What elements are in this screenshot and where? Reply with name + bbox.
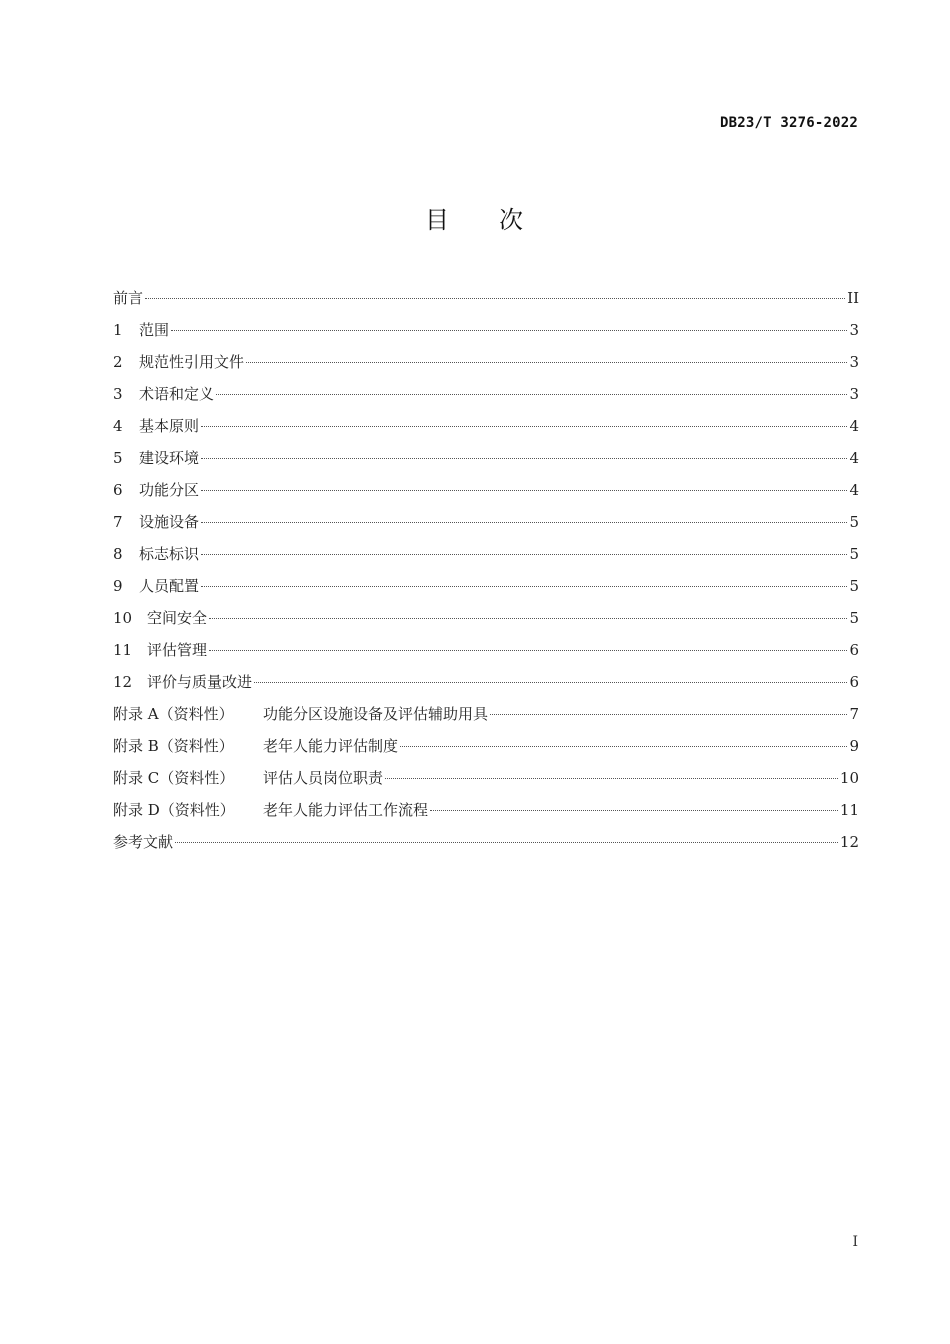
toc-dot-leader <box>201 522 847 523</box>
toc-title <box>0 200 950 235</box>
toc-entry-page: 10 <box>839 769 859 787</box>
toc-entry-label: 范围 <box>139 321 170 339</box>
toc-entry-page: 4 <box>849 481 859 499</box>
toc-entry[interactable] <box>113 703 859 735</box>
toc-entry-appendix-prefix: 附录 B（资料性） <box>113 737 234 755</box>
toc-entry-page: 3 <box>849 353 859 371</box>
toc-entry-number: 10 <box>113 609 133 627</box>
toc-dot-leader <box>175 842 838 843</box>
toc-entry-page: 3 <box>849 321 859 339</box>
toc-entry-page: 7 <box>849 705 859 723</box>
toc-entry[interactable] <box>113 735 859 767</box>
toc-dot-leader <box>254 682 847 683</box>
toc-entry-page: 5 <box>849 513 859 531</box>
toc-entry-page: 12 <box>839 833 859 851</box>
toc-dot-leader <box>490 714 847 715</box>
toc-entry-page: II <box>847 289 859 307</box>
toc-entry-page: 3 <box>849 385 859 403</box>
toc-dot-leader <box>201 490 847 491</box>
toc-entry[interactable] <box>113 543 859 575</box>
toc-title-char-2: 次 <box>499 206 525 234</box>
toc-entry-page: 11 <box>839 801 859 819</box>
toc-entry-label: 术语和定义 <box>139 385 215 403</box>
toc-entry[interactable] <box>113 799 859 831</box>
toc-entry[interactable] <box>113 639 859 671</box>
toc-entry-appendix-prefix: 附录 A（资料性） <box>113 705 234 723</box>
toc-dot-leader <box>171 330 847 331</box>
toc-entry-label: 规范性引用文件 <box>139 353 245 371</box>
toc-entry-label: 评估管理 <box>147 641 208 659</box>
toc-entry-number: 9 <box>113 577 123 595</box>
toc-entry-page: 9 <box>849 737 859 755</box>
toc-entry-label: 功能分区设施设备及评估辅助用具 <box>263 705 489 723</box>
toc-entry-number: 1 <box>113 321 123 339</box>
toc-entry-label: 基本原则 <box>139 417 200 435</box>
toc-dot-leader <box>201 586 847 587</box>
toc-dot-leader <box>430 810 838 811</box>
toc-entry-number: 3 <box>113 385 123 403</box>
toc-entry-appendix-prefix: 附录 C（资料性） <box>113 769 235 787</box>
toc-entry-label: 功能分区 <box>139 481 200 499</box>
toc-entry-page: 5 <box>849 545 859 563</box>
toc-entry[interactable] <box>113 831 859 863</box>
toc-entry[interactable] <box>113 511 859 543</box>
toc-dot-leader <box>209 650 847 651</box>
table-of-contents <box>113 287 859 863</box>
toc-dot-leader <box>246 362 847 363</box>
toc-entry[interactable] <box>113 575 859 607</box>
toc-entry-label: 前言 <box>113 289 144 307</box>
toc-entry-number: 8 <box>113 545 123 563</box>
toc-entry-page: 5 <box>849 609 859 627</box>
toc-entry[interactable] <box>113 287 859 319</box>
toc-entry-number: 4 <box>113 417 123 435</box>
toc-entry-number: 11 <box>113 641 133 659</box>
toc-entry-page: 4 <box>849 449 859 467</box>
toc-entry-label: 参考文献 <box>113 833 174 851</box>
toc-entry[interactable] <box>113 383 859 415</box>
toc-dot-leader <box>201 426 847 427</box>
toc-entry-page: 4 <box>849 417 859 435</box>
toc-entry-number: 12 <box>113 673 133 691</box>
page-number: I <box>852 1234 858 1250</box>
toc-entry-page: 5 <box>849 577 859 595</box>
toc-entry[interactable] <box>113 607 859 639</box>
toc-dot-leader <box>216 394 847 395</box>
toc-dot-leader <box>385 778 838 779</box>
toc-entry-label: 老年人能力评估制度 <box>263 737 399 755</box>
toc-entry-appendix-prefix: 附录 D（资料性） <box>113 801 235 819</box>
toc-entry-label: 标志标识 <box>139 545 200 563</box>
toc-dot-leader <box>145 298 845 299</box>
toc-title-char-1: 目 <box>425 206 451 234</box>
toc-entry-label: 设施设备 <box>139 513 200 531</box>
toc-entry-page: 6 <box>849 673 859 691</box>
toc-entry[interactable] <box>113 447 859 479</box>
toc-entry-label: 评价与质量改进 <box>147 673 253 691</box>
toc-dot-leader <box>400 746 847 747</box>
toc-entry-label: 建设环境 <box>139 449 200 467</box>
toc-entry[interactable] <box>113 671 859 703</box>
toc-entry[interactable] <box>113 319 859 351</box>
toc-entry[interactable] <box>113 415 859 447</box>
toc-entry[interactable] <box>113 351 859 383</box>
toc-dot-leader <box>201 554 847 555</box>
toc-dot-leader <box>201 458 847 459</box>
toc-entry[interactable] <box>113 479 859 511</box>
toc-entry-number: 2 <box>113 353 123 371</box>
toc-entry-label: 评估人员岗位职责 <box>263 769 384 787</box>
toc-entry-label: 空间安全 <box>147 609 208 627</box>
toc-entry-label: 老年人能力评估工作流程 <box>263 801 429 819</box>
standard-code: DB23/T 3276-2022 <box>719 115 858 131</box>
toc-entry[interactable] <box>113 767 859 799</box>
toc-entry-page: 6 <box>849 641 859 659</box>
toc-entry-number: 6 <box>113 481 123 499</box>
toc-dot-leader <box>209 618 847 619</box>
toc-entry-number: 7 <box>113 513 123 531</box>
toc-entry-label: 人员配置 <box>139 577 200 595</box>
toc-entry-number: 5 <box>113 449 123 467</box>
